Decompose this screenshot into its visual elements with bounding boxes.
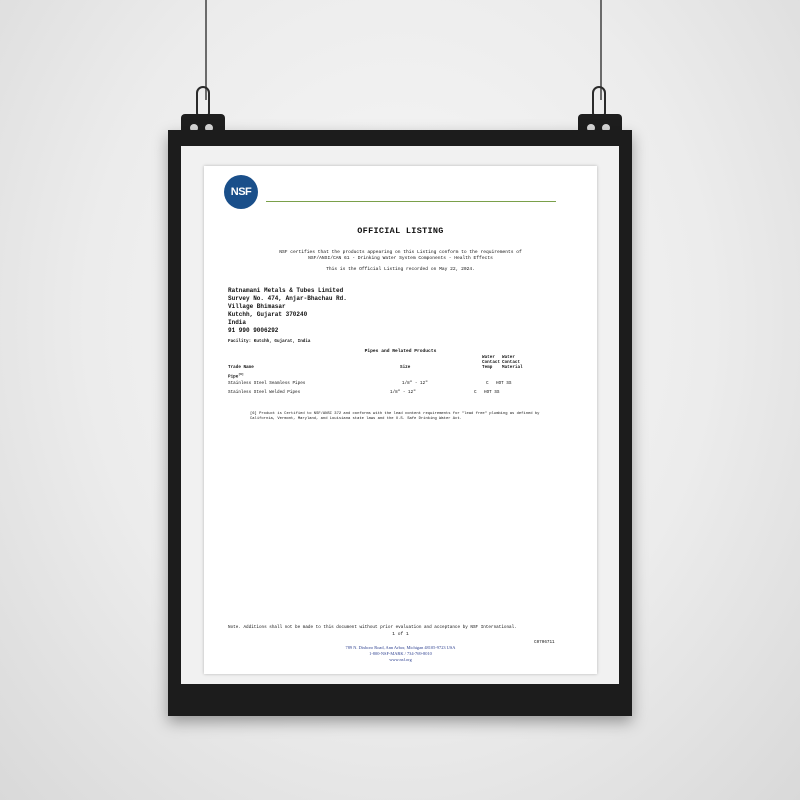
company-address-line-1: Survey No. 474, Anjar-Bhachau Rd.: [228, 295, 347, 302]
group-footnote-ref: [6]: [238, 373, 244, 376]
page-number: 1 of 1: [392, 632, 409, 637]
nsf-logo: NSF: [224, 175, 258, 209]
note-line: Note. Additions shall not be made to this document without prior evaluation and acceptance by NSF International.: [228, 625, 517, 630]
company-address-line-2: Village Bhimasar: [228, 303, 286, 310]
company-name: Ratnamani Metals & Tubes Limited: [228, 287, 344, 294]
company-address-line-3: Kutchh, Gujarat 370240: [228, 311, 308, 318]
header-trade-name: Trade Name: [228, 365, 254, 370]
official-listing-document: [204, 166, 597, 674]
table-row-1-material: HOT SS: [496, 381, 512, 386]
lead-free-footnote: [6] Product is Certified to NSF/ANSI 372 and conforms with the lead content requirements for "lead free" plumbing as defined by California, Vermont, Maryland, and Louisiana state laws and the U.S. Safe Drinking Water Act.: [250, 412, 540, 421]
header-divider: [266, 201, 556, 202]
group-pipe: Pipe[6]: [228, 373, 244, 380]
certify-line-1: NSF certifies that the products appearing on this Listing conform to the requirements of: [279, 250, 522, 255]
table-row-1-name: Stainless Steel Seamless Pipes: [228, 381, 306, 386]
nsf-website: www.nsf.org: [389, 657, 412, 662]
document-title: OFFICIAL LISTING: [357, 226, 444, 236]
header-size: Size: [400, 365, 411, 370]
table-row-2-temp: C: [474, 390, 477, 395]
header-water-contact-temp: Water Contact Temp: [482, 355, 501, 370]
document-code: C0706711: [534, 640, 555, 645]
company-phone: 91 990 9006292: [228, 327, 279, 334]
facility-line: Facility: Kutchh, Gujarat, India: [228, 339, 311, 344]
left-hanging-wire: [205, 0, 207, 100]
table-row-2-material: HOT SS: [484, 390, 500, 395]
right-hanging-wire: [600, 0, 602, 100]
table-row-2-name: Stainless Steel Welded Pipes: [228, 390, 301, 395]
table-row-1-size: 1/8" - 12": [402, 381, 428, 386]
table-row-1-temp: C: [486, 381, 489, 386]
official-listing-date: This is the Official Listing recorded on May 22, 2024.: [326, 267, 475, 272]
nsf-address-line-2: 1-800-NSF-MARK / 734-769-8010: [369, 651, 432, 656]
section-title: Pipes and Related Products: [364, 349, 437, 354]
certify-line-2: NSF/ANSI/CAN 61 - Drinking Water System Components - Health Effects: [308, 256, 493, 261]
company-country: India: [228, 319, 247, 326]
header-water-contact-material: Water Contact Material: [502, 355, 523, 370]
nsf-address-line-1: 789 N. Dixboro Road, Ann Arbor, Michigan 48105-9723 USA: [345, 645, 456, 650]
table-row-2-size: 1/8" - 12": [390, 390, 416, 395]
